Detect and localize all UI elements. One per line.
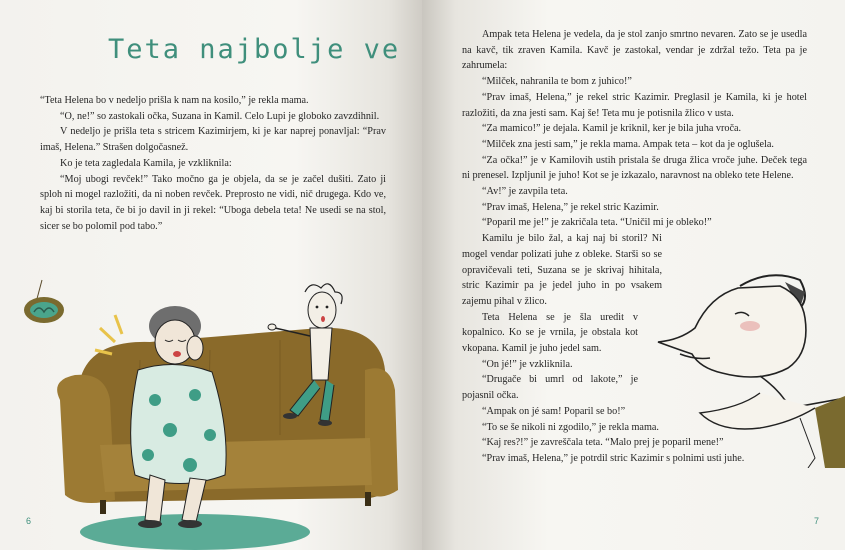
paragraph: “Za mamico!” je dejala. Kamil je kriknil, ker je bila juha vroča. [482, 123, 742, 135]
paragraph: “Milček zna jesti sam,” je rekla mama. Ampak teta – kot da je oglušela. [482, 138, 774, 150]
uncle-illustration [640, 268, 845, 468]
paragraph: “Moj ubogi revček!” Tako močno ga je objela, da se je začel dušiti. Zato ji sploh ni mogel razložiti, da ni noben revček. Preprosto ne vidi, nič drugega. Kdo ve, kaj bi storila teta, če bi jo davil in ji rekel: “Uboga debela teta! Ne usedi se na stol, sicer se bo polomil pod tabo.” [40, 173, 386, 232]
chapter-title: Teta najbolje ve [108, 34, 401, 65]
paragraph: “On jé!” je vzkliknila. [482, 358, 573, 370]
paragraph: “Poparil me je!” je zakričala teta. “Uničil mi je obleko!” [482, 217, 712, 229]
paragraph: “Milček, nahranila te bom z juhico!” [482, 76, 632, 88]
paragraph: “Teta Helena bo v nedeljo prišla k nam na kosilo,” je rekla mama. [40, 95, 309, 106]
paragraph: V nedeljo je prišla teta s stricem Kazimirjem, ki je kar naprej ponavljal: “Prav imaš, Helena.” Strašen dolgočasnež. [40, 126, 386, 154]
paragraph: “Drugače bi umrl od lakote,” je pojasnil očka. [462, 374, 638, 402]
paragraph: “Prav imaš, Helena,” je potrdil stric Kazimir s polnimi usti juhe. [482, 452, 745, 464]
paragraph: “Prav imaš, Helena,” je rekel stric Kazimir. Preglasil je Kamila, ki je hotel razložiti, da zna jesti sam. Kaj še! Teta mu je potisnila žlico v usta. [462, 91, 807, 119]
paragraph: “Av!” je zavpila teta. [482, 186, 568, 198]
left-page-text [40, 93, 386, 234]
paragraph: “Prav imaš, Helena,” je rekel stric Kazimir. [482, 201, 659, 213]
page-number: 6 [26, 516, 32, 526]
wall-picture [24, 280, 64, 323]
paragraph: Kamilu je bilo žal, a kaj naj bi storil? Ni mogel vendar polizati juhe z obleke. Starši so se opravičevali teti, Suzana se je skrivaj hihitala, stric Kazimir pa je jedel juho in po vsakem zajemu pihal v žlico. [462, 233, 662, 307]
page-number: 7 [814, 516, 820, 526]
paragraph: Teta Helena se je šla uredit v kopalnico. Ko se je vrnila, je obstala kot vkopana. Kamil je juho jedel sam. [462, 311, 638, 355]
paragraph: “Za očka!” je v Kamilovih ustih pristala še druga žlica vroče juhe. Deček tega ni prenesel. Izpljunil je juho! Kot se je izkazalo, naravnost na obleko tete Helene. [462, 154, 807, 182]
paragraph: “Kaj res?!” je zavreščala teta. “Malo prej je poparil mene!” [482, 437, 724, 449]
paragraph: “To se še nikoli ni zgodilo,” je rekla mama. [482, 421, 659, 433]
sofa-illustration [20, 270, 410, 550]
paragraph: “Ampak on jé sam! Poparil se bo!” [482, 405, 626, 417]
paragraph: Ko je teta zagledala Kamila, je vzkliknila: [60, 157, 232, 169]
left-page [0, 0, 422, 550]
paragraph: “O, ne!” so zastokali očka, Suzana in Kamil. Celo Lupi je globoko zavzdihnil. [60, 110, 380, 122]
paragraph: Ampak teta Helena je vedela, da je stol zanjo smrtno nevaren. Zato se je usedla na kavč, tik zraven Kamila. Kavč je zastokal, vendar je zdržal težo. Teta pa je zahrumela: [462, 29, 807, 72]
